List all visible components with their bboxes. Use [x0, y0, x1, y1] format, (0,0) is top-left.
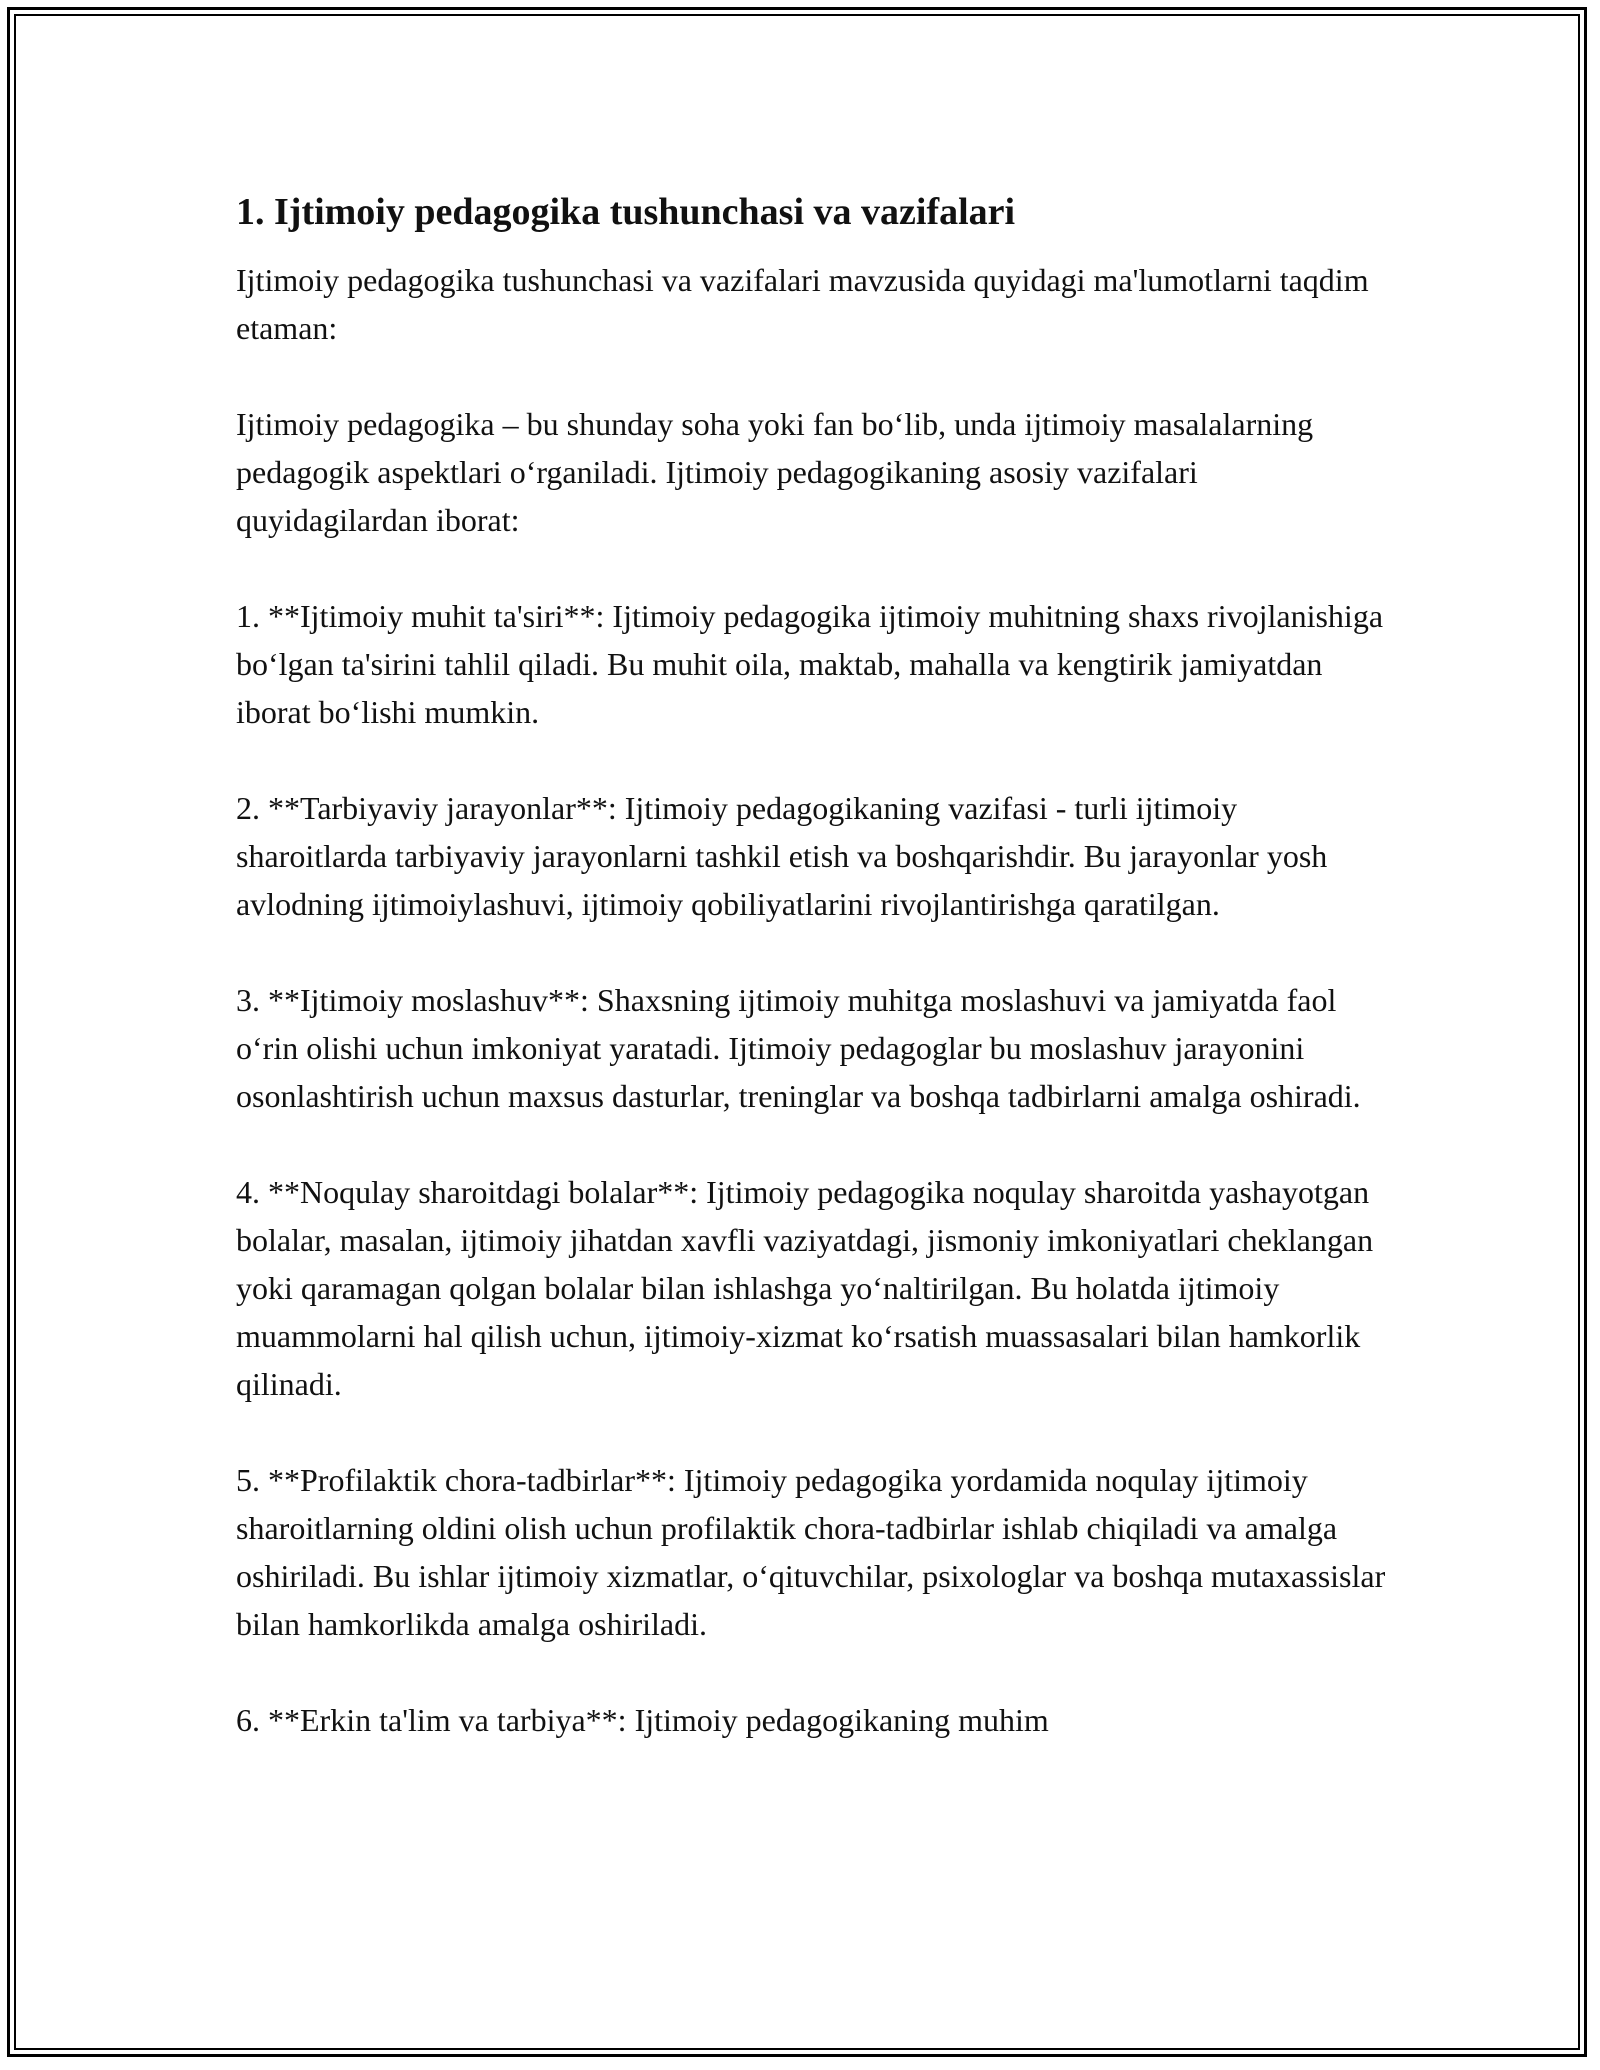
definition-paragraph: Ijtimoiy pedagogika – bu shunday soha yoki fan bo‘lib, unda ijtimoiy masalalarning pedagogik aspektlari o‘rganiladi. Ijtimoiy pedagogikaning asosiy vazifalari quyidagilardan iborat: — [236, 406, 1314, 538]
list-item-4: 4. **Noqulay sharoitdagi bolalar**: Ijtimoiy pedagogika noqulay sharoitda yashayotgan bolalar, masalan, ijtimoiy jihatdan xavfli vaziyatdagi, jismoniy imkoniyatlari cheklangan yoki qaramagan qolgan bolalar bilan ishlashga yo‘naltirilgan. Bu holatda ijtimoiy muammolarni hal qilish uchun, ijtimoiy-xizmat ko‘rsatish muassasalari bilan hamkorlik qilinadi. — [236, 1174, 1374, 1402]
list-item-6: 6. **Erkin ta'lim va tarbiya**: Ijtimoiy pedagogikaning muhim — [236, 1702, 1049, 1738]
list-item-5: 5. **Profilaktik chora-tadbirlar**: Ijtimoiy pedagogika yordamida noqulay ijtimoiy sharoitlarning oldini olish uchun profilaktik chora-tadbirlar ishlab chiqiladi va amalga oshiriladi. Bu ishlar ijtimoiy xizmatlar, o‘qituvchilar, psixologlar va boshqa mutaxassislar bilan hamkorlikda amalga oshiriladi. — [236, 1462, 1386, 1642]
list-item-1: 1. **Ijtimoiy muhit ta'siri**: Ijtimoiy pedagogika ijtimoiy muhitning shaxs rivojlanishiga bo‘lgan ta'sirini tahlil qiladi. Bu muhit oila, maktab, mahalla va kengtirik jamiyatdan iborat bo‘lishi mumkin. — [236, 598, 1384, 730]
document-body — [236, 188, 1386, 1744]
document-title: 1. Ijtimoiy pedagogika tushunchasi va vazifalari — [236, 191, 1016, 233]
intro-paragraph: Ijtimoiy pedagogika tushunchasi va vazifalari mavzusida quyidagi ma'lumotlarni taqdim etaman: — [236, 262, 1369, 346]
list-item-3: 3. **Ijtimoiy moslashuv**: Shaxsning ijtimoiy muhitga moslashuvi va jamiyatda faol o‘rin olishi uchun imkoniyat yaratadi. Ijtimoiy pedagoglar bu moslashuv jarayonini osonlashtirish uchun maxsus dasturlar, treninglar va boshqa tadbirlarni amalga oshiradi. — [236, 982, 1361, 1114]
list-item-2: 2. **Tarbiyaviy jarayonlar**: Ijtimoiy pedagogikaning vazifasi - turli ijtimoiy sharoitlarda tarbiyaviy jarayonlarni tashkil etish va boshqarishdir. Bu jarayonlar yosh avlodning ijtimoiylashuvi, ijtimoiy qobiliyatlarini rivojlantirishga qaratilgan. — [236, 790, 1328, 922]
